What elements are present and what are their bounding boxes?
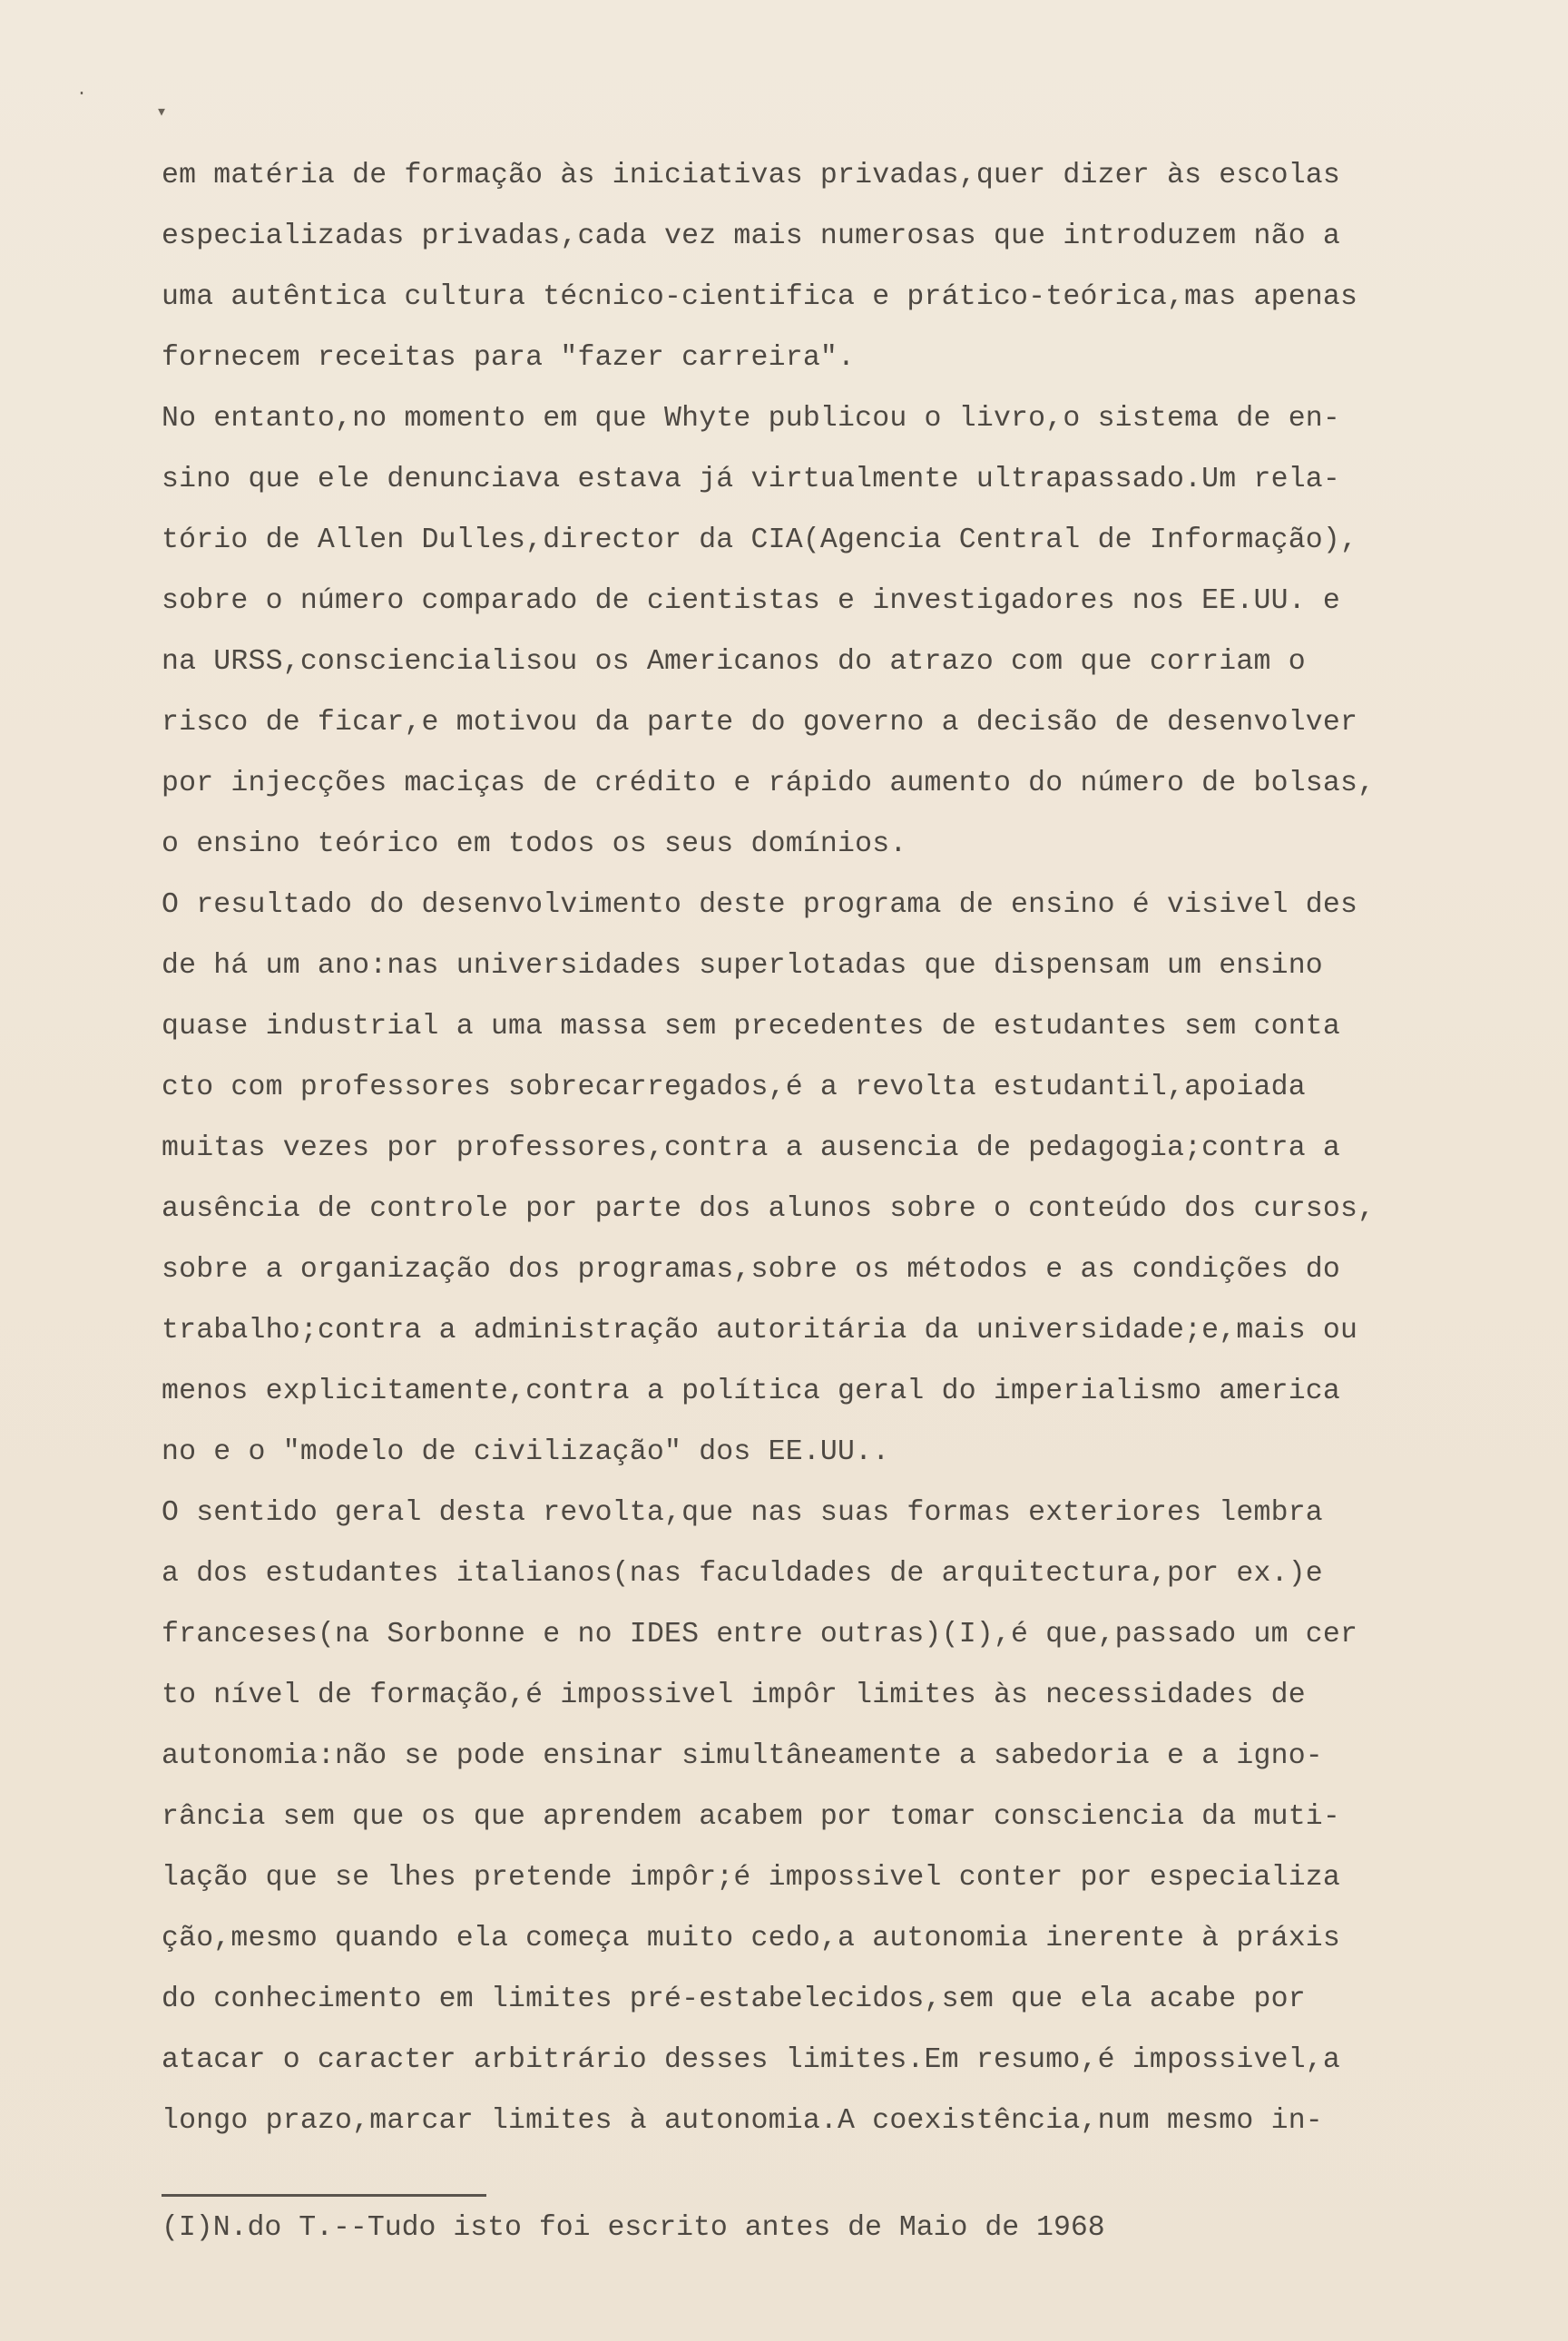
text-line: do conhecimento em limites pré-estabelecidos,sem que ela acabe por xyxy=(162,1983,1306,2015)
text-line: lação que se lhes pretende impôr;é impossivel conter por especializa xyxy=(162,1862,1341,1894)
text-line: O sentido geral desta revolta,que nas suas formas exteriores lembra xyxy=(162,1497,1323,1529)
ink-dot: · xyxy=(76,83,88,104)
text-line: longo prazo,marcar limites à autonomia.A coexistência,num mesmo in- xyxy=(162,2105,1323,2137)
text-line: muitas vezes por professores,contra a ausencia de pedagogia;contra a xyxy=(162,1132,1341,1164)
text-line: na URSS,consciencialisou os Americanos do atrazo com que corriam o xyxy=(162,646,1306,678)
footnote-divider xyxy=(162,2194,486,2197)
text-line: franceses(na Sorbonne e no IDES entre outras)(I),é que,passado um cer xyxy=(162,1619,1358,1650)
text-line: sino que ele denunciava estava já virtualmente ultrapassado.Um rela- xyxy=(162,464,1341,495)
text-line: uma autêntica cultura técnico-cientifica e prático-teórica,mas apenas xyxy=(162,281,1358,313)
text-line: autonomia:não se pode ensinar simultâneamente a sabedoria e a igno- xyxy=(162,1740,1323,1772)
footnote: (I)N.do T.--Tudo isto foi escrito antes de Maio de 1968 xyxy=(162,2212,1105,2244)
text-line: to nível de formação,é impossivel impôr limites às necessidades de xyxy=(162,1680,1306,1711)
text-line: No entanto,no momento em que Whyte publicou o livro,o sistema de en- xyxy=(162,403,1341,435)
ink-dot: ▾ xyxy=(156,103,168,123)
text-line: por injecções maciças de crédito e rápido aumento do número de bolsas, xyxy=(162,768,1376,799)
text-line: sobre a organização dos programas,sobre os métodos e as condições do xyxy=(162,1254,1341,1286)
body-text xyxy=(162,145,1432,2151)
text-line: menos explicitamente,contra a política geral do imperialismo america xyxy=(162,1376,1341,1407)
text-line: ausência de controle por parte dos alunos sobre o conteúdo dos cursos, xyxy=(162,1193,1376,1225)
text-line: o ensino teórico em todos os seus domínios. xyxy=(162,828,907,860)
text-line: trabalho;contra a administração autoritária da universidade;e,mais ou xyxy=(162,1315,1358,1347)
text-line: O resultado do desenvolvimento deste programa de ensino é visivel des xyxy=(162,889,1358,921)
text-line: a dos estudantes italianos(nas faculdades de arquitectura,por ex.)e xyxy=(162,1558,1323,1590)
text-line: rância sem que os que aprendem acabem por tomar consciencia da muti- xyxy=(162,1801,1341,1833)
text-line: especializadas privadas,cada vez mais numerosas que introduzem não a xyxy=(162,220,1341,252)
text-line: risco de ficar,e motivou da parte do governo a decisão de desenvolver xyxy=(162,707,1358,739)
text-line: sobre o número comparado de cientistas e investigadores nos EE.UU. e xyxy=(162,585,1341,617)
text-line: ção,mesmo quando ela começa muito cedo,a autonomia inerente à práxis xyxy=(162,1923,1341,1954)
text-line: fornecem receitas para "fazer carreira". xyxy=(162,342,856,374)
text-line: no e o "modelo de civilização" dos EE.UU.. xyxy=(162,1436,890,1468)
text-line: cto com professores sobrecarregados,é a revolta estudantil,apoiada xyxy=(162,1072,1306,1103)
text-line: quase industrial a uma massa sem precedentes de estudantes sem conta xyxy=(162,1011,1341,1043)
text-line: de há um ano:nas universidades superlotadas que dispensam um ensino xyxy=(162,950,1323,982)
text-line: atacar o caracter arbitrário desses limites.Em resumo,é impossivel,a xyxy=(162,2044,1341,2076)
text-line: tório de Allen Dulles,director da CIA(Agencia Central de Informação), xyxy=(162,524,1358,556)
text-line: em matéria de formação às iniciativas privadas,quer dizer às escolas xyxy=(162,160,1341,191)
